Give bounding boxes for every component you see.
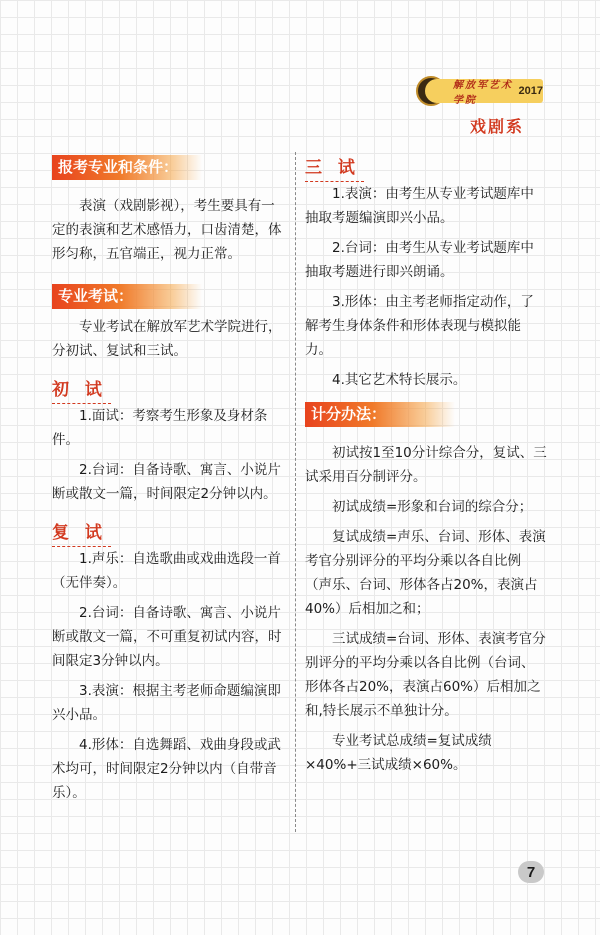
- scoring-paragraph: 三试成绩=台词、形体、表演考官分别评分的平均分乘以各自比例（台词、形体各占20%，表演占60%）后相加之和,特长展示不单独计分。: [305, 631, 546, 719]
- first-round-item: 1.面试：考察考生形象及身材条件。: [52, 408, 268, 448]
- requirements-text: 表演（戏剧影视），考生要具有一定的表演和艺术感悟力，口齿清楚，体形匀称，五官端正，视力正常。: [52, 198, 282, 262]
- department-title: 戏剧系: [470, 117, 525, 136]
- scoring-paragraph: 初试成绩=形象和台词的综合分；: [332, 499, 533, 515]
- scoring-paragraph: 复试成绩=声乐、台词、形体、表演考官分别评分的平均分乘以各自比例（声乐、台词、形体各占20%，表演占40%）后相加之和；: [305, 529, 546, 617]
- third-round-item: 1.表演：由考生从专业考试题库中抽取考题编演即兴小品。: [305, 186, 534, 226]
- third-round-item: 2.台词：由考生从专业考试题库中抽取考题进行即兴朗诵。: [305, 240, 534, 280]
- second-round-heading: 复 试: [52, 520, 111, 547]
- second-round-item: 2.台词：自备诗歌、寓言、小说片断或散文一篇，不可重复初试内容，时间限定3分钟以内。: [52, 605, 282, 669]
- first-round-item: 2.台词：自备诗歌、寓言、小说片断或散文一篇，时间限定2分钟以内。: [52, 462, 281, 502]
- header-year: 2017: [518, 85, 543, 97]
- third-round-heading: 三 试: [305, 155, 364, 182]
- section-banner-exam: 专业考试：: [52, 284, 202, 309]
- column-divider: [295, 152, 296, 832]
- exam-text: 专业考试在解放军艺术学院进行，分初试、复试和三试。: [52, 319, 282, 359]
- left-column: [52, 155, 284, 805]
- first-round-heading: 初 试: [52, 377, 111, 404]
- header-bar: [425, 79, 543, 106]
- third-round-item: 3.形体：由主考老师指定动作，了解考生身体条件和形体表现与模拟能力。: [305, 294, 534, 358]
- scoring-paragraph: 专业考试总成绩=复试成绩×40%+三试成绩×60%。: [305, 733, 492, 773]
- right-column: [305, 155, 547, 777]
- section-banner-scoring: 计分办法：: [305, 402, 455, 427]
- scoring-paragraph: 初试按1至10分计综合分，复试、三试采用百分制评分。: [305, 445, 547, 485]
- second-round-item: 1.声乐：自选歌曲或戏曲选段一首（无伴奏）。: [52, 551, 281, 591]
- third-round-item: 4.其它艺术特长展示。: [332, 372, 467, 388]
- second-round-item: 3.表演：根据主考老师命题编演即兴小品。: [52, 683, 281, 723]
- school-name: 解放军艺术学院: [453, 80, 513, 106]
- second-round-item: 4.形体：自选舞蹈、戏曲身段或武术均可，时间限定2分钟以内（自带音乐）。: [52, 737, 281, 801]
- section-banner-requirements: 报考专业和条件：: [52, 155, 202, 180]
- page-number: 7: [518, 861, 544, 883]
